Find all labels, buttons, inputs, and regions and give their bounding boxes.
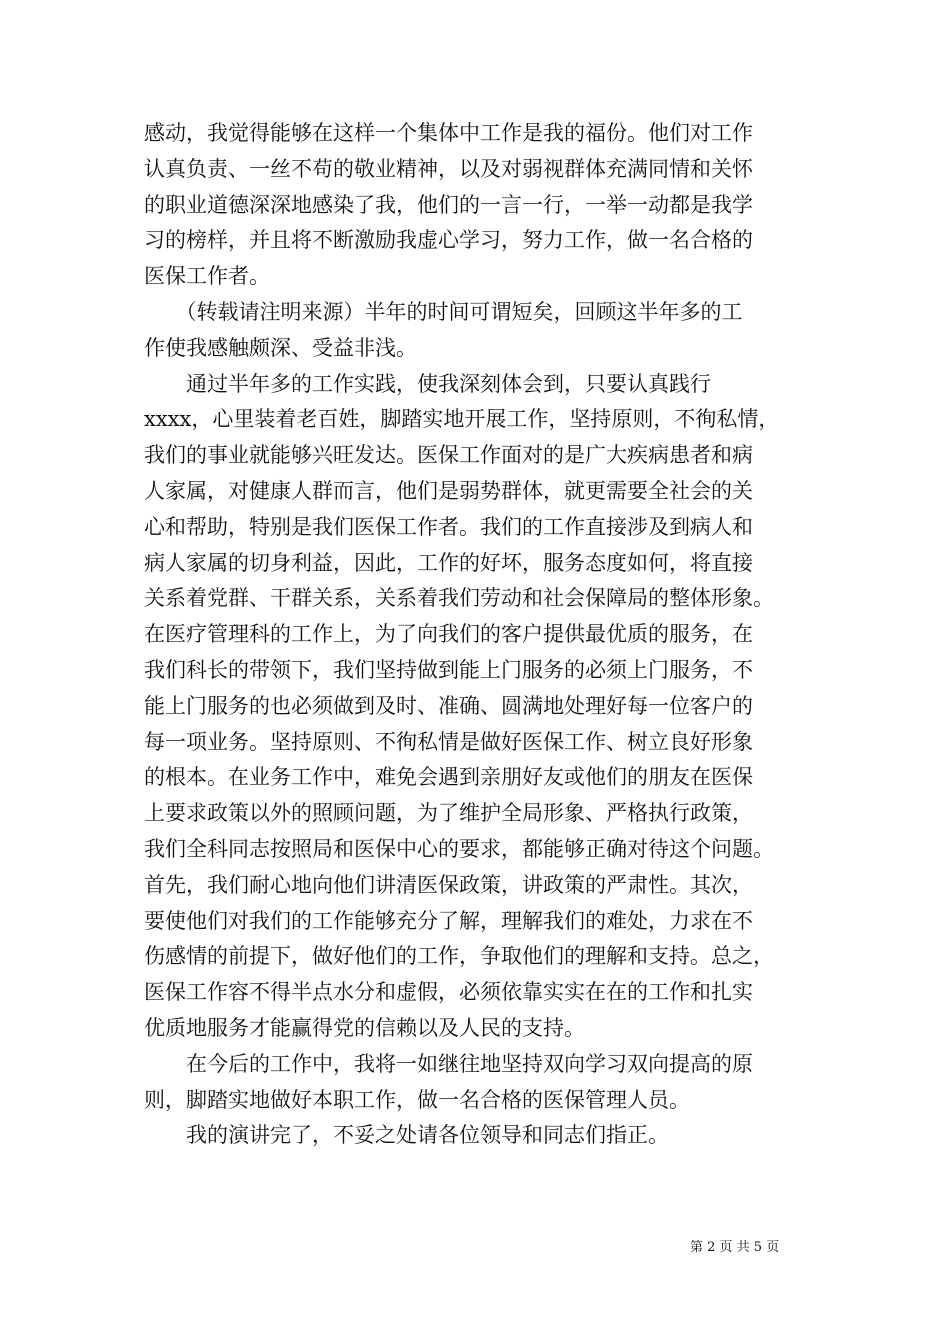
text-line: 心和帮助，特别是我们医保工作者。我们的工作直接涉及到病人和 (144, 514, 753, 539)
text-line: 则，脚踏实地做好本职工作，做一名合格的医保管理人员。 (144, 1087, 690, 1112)
text-line: 的根本。在业务工作中，难免会遇到亲朋好友或他们的朋友在医保 (144, 765, 753, 790)
text-line: 在医疗管理科的工作上，为了向我们的客户提供最优质的服务，在 (144, 622, 753, 647)
text-line: 首先，我们耐心地向他们讲清医保政策，讲政策的严肃性。其次， (144, 872, 753, 897)
text-line: 能上门服务的也必须做到及时、准确、圆满地处理好每一位客户的 (144, 693, 753, 718)
text-line: 作使我感触颇深、受益非浅。 (144, 335, 417, 360)
text-line: 人家属，对健康人群而言，他们是弱势群体，就更需要全社会的关 (144, 478, 753, 503)
text-line: 每一项业务。坚持原则、不徇私情是做好医保工作、树立良好形象 (144, 729, 753, 754)
text-line: 在今后的工作中，我将一如继往地坚持双向学习双向提高的原 (144, 1051, 753, 1076)
text-line: 的职业道德深深地感染了我，他们的一言一行，一举一动都是我学 (144, 192, 753, 217)
text-line: 感动，我觉得能够在这样一个集体中工作是我的福份。他们对工作 (144, 121, 753, 145)
text-line: xxxx，心里装着老百姓，脚踏实地开展工作，坚持原则，不徇私情， (144, 407, 780, 432)
text-line: 医保工作者。 (144, 264, 270, 289)
text-line: 优质地服务才能赢得党的信赖以及人民的支持。 (144, 1015, 585, 1040)
text-line: 习的榜样，并且将不断激励我虚心学习，努力工作，做一名合格的 (144, 228, 753, 253)
text-line: 关系着党群、干群关系，关系着我们劳动和社会保障局的整体形象。 (144, 586, 774, 611)
text-line: 我们全科同志按照局和医保中心的要求，都能够正确对待这个问题。 (144, 836, 774, 861)
text-line: （转载请注明来源）半年的时间可谓短矣，回顾这半年多的工 (144, 299, 743, 324)
text-line: 上要求政策以外的照顾问题，为了维护全局形象、严格执行政策， (144, 801, 753, 826)
text-line: 病人家属的切身利益，因此，工作的好坏，服务态度如何，将直接 (144, 550, 753, 575)
text-line: 我们科长的带领下，我们坚持做到能上门服务的必须上门服务，不 (144, 657, 753, 682)
text-line: 医保工作容不得半点水分和虚假，必须依靠实实在在的工作和扎实 (144, 980, 753, 1005)
text-line: 我的演讲完了，不妥之处请各位领导和同志们指正。 (144, 1123, 669, 1148)
text-line: 伤感情的前提下，做好他们的工作，争取他们的理解和支持。总之， (144, 944, 774, 969)
text-line: 通过半年多的工作实践，使我深刻体会到，只要认真践行 (144, 371, 711, 396)
text-line: 我们的事业就能够兴旺发达。医保工作面对的是广大疾病患者和病 (144, 443, 753, 468)
page-number-footer: 第 2 页 共 5 页 (690, 1240, 780, 1255)
text-line: 认真负责、一丝不苟的敬业精神，以及对弱视群体充满同情和关怀 (144, 156, 753, 181)
body-text (144, 116, 824, 1154)
text-line: 要使他们对我们的工作能够充分了解，理解我们的难处，力求在不 (144, 908, 753, 933)
